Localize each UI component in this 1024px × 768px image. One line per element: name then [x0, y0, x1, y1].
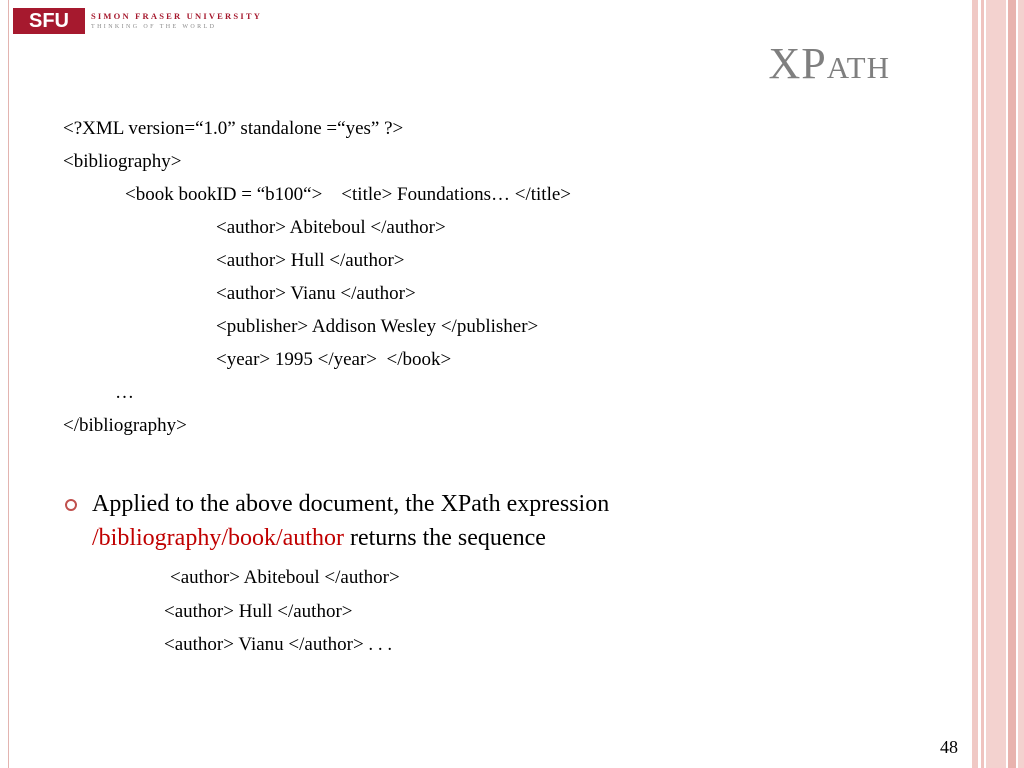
code-line: <?XML version=“1.0” standalone =“yes” ?>	[63, 118, 404, 139]
left-margin-rule	[8, 0, 9, 768]
bullet-point	[63, 487, 963, 655]
code-line: <author> Hull </author>	[216, 250, 405, 271]
result-line: <author> Abiteboul </author>	[170, 567, 400, 588]
slide-title: XPath	[768, 39, 890, 88]
xml-code-block	[63, 117, 571, 447]
bullet-ring-icon	[65, 499, 77, 511]
bullet-text-before: Applied to the above document, the XPath expression	[92, 491, 610, 517]
code-line: <publisher> Addison Wesley </publisher>	[216, 316, 539, 337]
code-line: …	[115, 382, 134, 403]
code-line: <author> Vianu </author>	[216, 283, 416, 304]
xpath-expression: /bibliography/book/author	[92, 525, 344, 551]
bullet-text	[92, 487, 963, 555]
page-number: 48	[940, 737, 958, 757]
result-line: <author> Vianu </author> . . .	[164, 634, 393, 655]
bullet-text-after: returns the sequence	[343, 525, 546, 551]
result-line: <author> Hull </author>	[164, 601, 353, 622]
sfu-logo-mark: SFU	[13, 8, 85, 34]
university-tagline: THINKING OF THE WORLD	[91, 23, 217, 30]
university-name: SIMON FRASER UNIVERSITY	[91, 11, 263, 22]
code-line: <bibliography>	[63, 151, 182, 172]
code-line: </bibliography>	[63, 415, 187, 436]
code-line: <author> Abiteboul </author>	[216, 217, 446, 238]
sfu-logo	[13, 8, 262, 34]
right-decorative-stripes	[972, 0, 1024, 768]
code-line: <book bookID = “b100“> <title> Foundations… </title>	[125, 184, 571, 205]
code-line: <year> 1995 </year> </book>	[216, 349, 452, 370]
